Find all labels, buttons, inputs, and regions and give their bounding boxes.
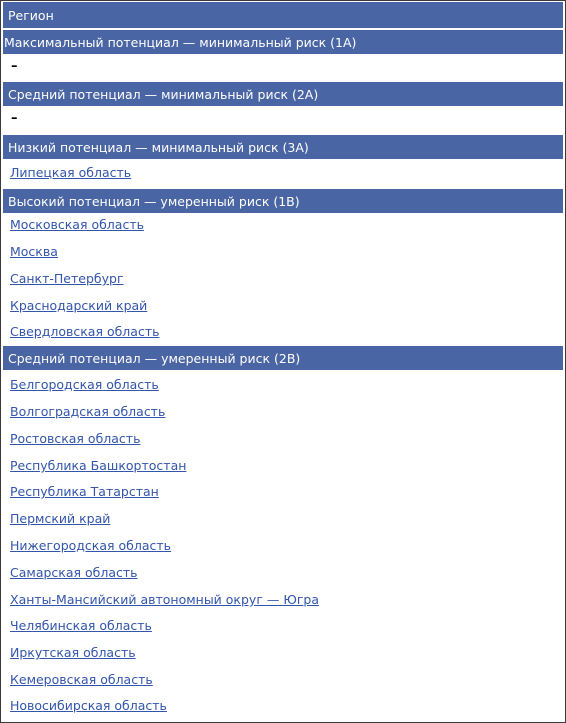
column-header-label: Регион bbox=[8, 7, 54, 23]
group-title: Низкий потенциал — минимальный риск (3А) bbox=[8, 139, 309, 155]
region-link[interactable]: Ханты-Мансийский автономный округ — Югра bbox=[10, 592, 319, 607]
region-link[interactable]: Московская область bbox=[10, 217, 144, 232]
region-link[interactable]: Свердловская область bbox=[10, 324, 160, 339]
empty-group-marker: – bbox=[11, 111, 18, 126]
region-link[interactable]: Краснодарский край bbox=[10, 298, 148, 313]
region-link[interactable]: Ростовская область bbox=[10, 431, 141, 446]
region-link[interactable]: Новосибирская область bbox=[10, 698, 167, 713]
group-header-3a bbox=[3, 135, 563, 159]
group-header-1a bbox=[3, 30, 563, 54]
region-link[interactable]: Нижегородская область bbox=[10, 538, 172, 553]
group-title: Средний потенциал — минимальный риск (2А) bbox=[8, 86, 319, 102]
column-header-region bbox=[3, 2, 563, 28]
region-link[interactable]: Самарская область bbox=[10, 565, 138, 580]
group-title: Высокий потенциал — умеренный риск (1В) bbox=[8, 193, 300, 209]
region-link[interactable]: Санкт-Петербург bbox=[10, 271, 124, 286]
region-link[interactable]: Белгородская область bbox=[10, 377, 159, 392]
region-link[interactable]: Республика Башкортостан bbox=[10, 458, 187, 473]
group-header-1b bbox=[3, 189, 563, 213]
group-title: Средний потенциал — умеренный риск (2В) bbox=[8, 350, 301, 366]
region-link[interactable]: Челябинская область bbox=[10, 618, 152, 633]
empty-group-marker: – bbox=[11, 59, 18, 74]
group-title: Максимальный потенциал — минимальный риск (1А) bbox=[4, 34, 357, 50]
region-link[interactable]: Липецкая область bbox=[10, 165, 132, 180]
group-header-2a bbox=[3, 82, 563, 106]
region-link[interactable]: Волгоградская область bbox=[10, 404, 166, 419]
region-link[interactable]: Республика Татарстан bbox=[10, 484, 159, 499]
region-link[interactable]: Пермский край bbox=[10, 511, 111, 526]
region-link[interactable]: Иркутская область bbox=[10, 645, 136, 660]
region-link[interactable]: Москва bbox=[10, 244, 58, 259]
region-link[interactable]: Кемеровская область bbox=[10, 672, 153, 687]
group-header-2b bbox=[3, 346, 563, 370]
